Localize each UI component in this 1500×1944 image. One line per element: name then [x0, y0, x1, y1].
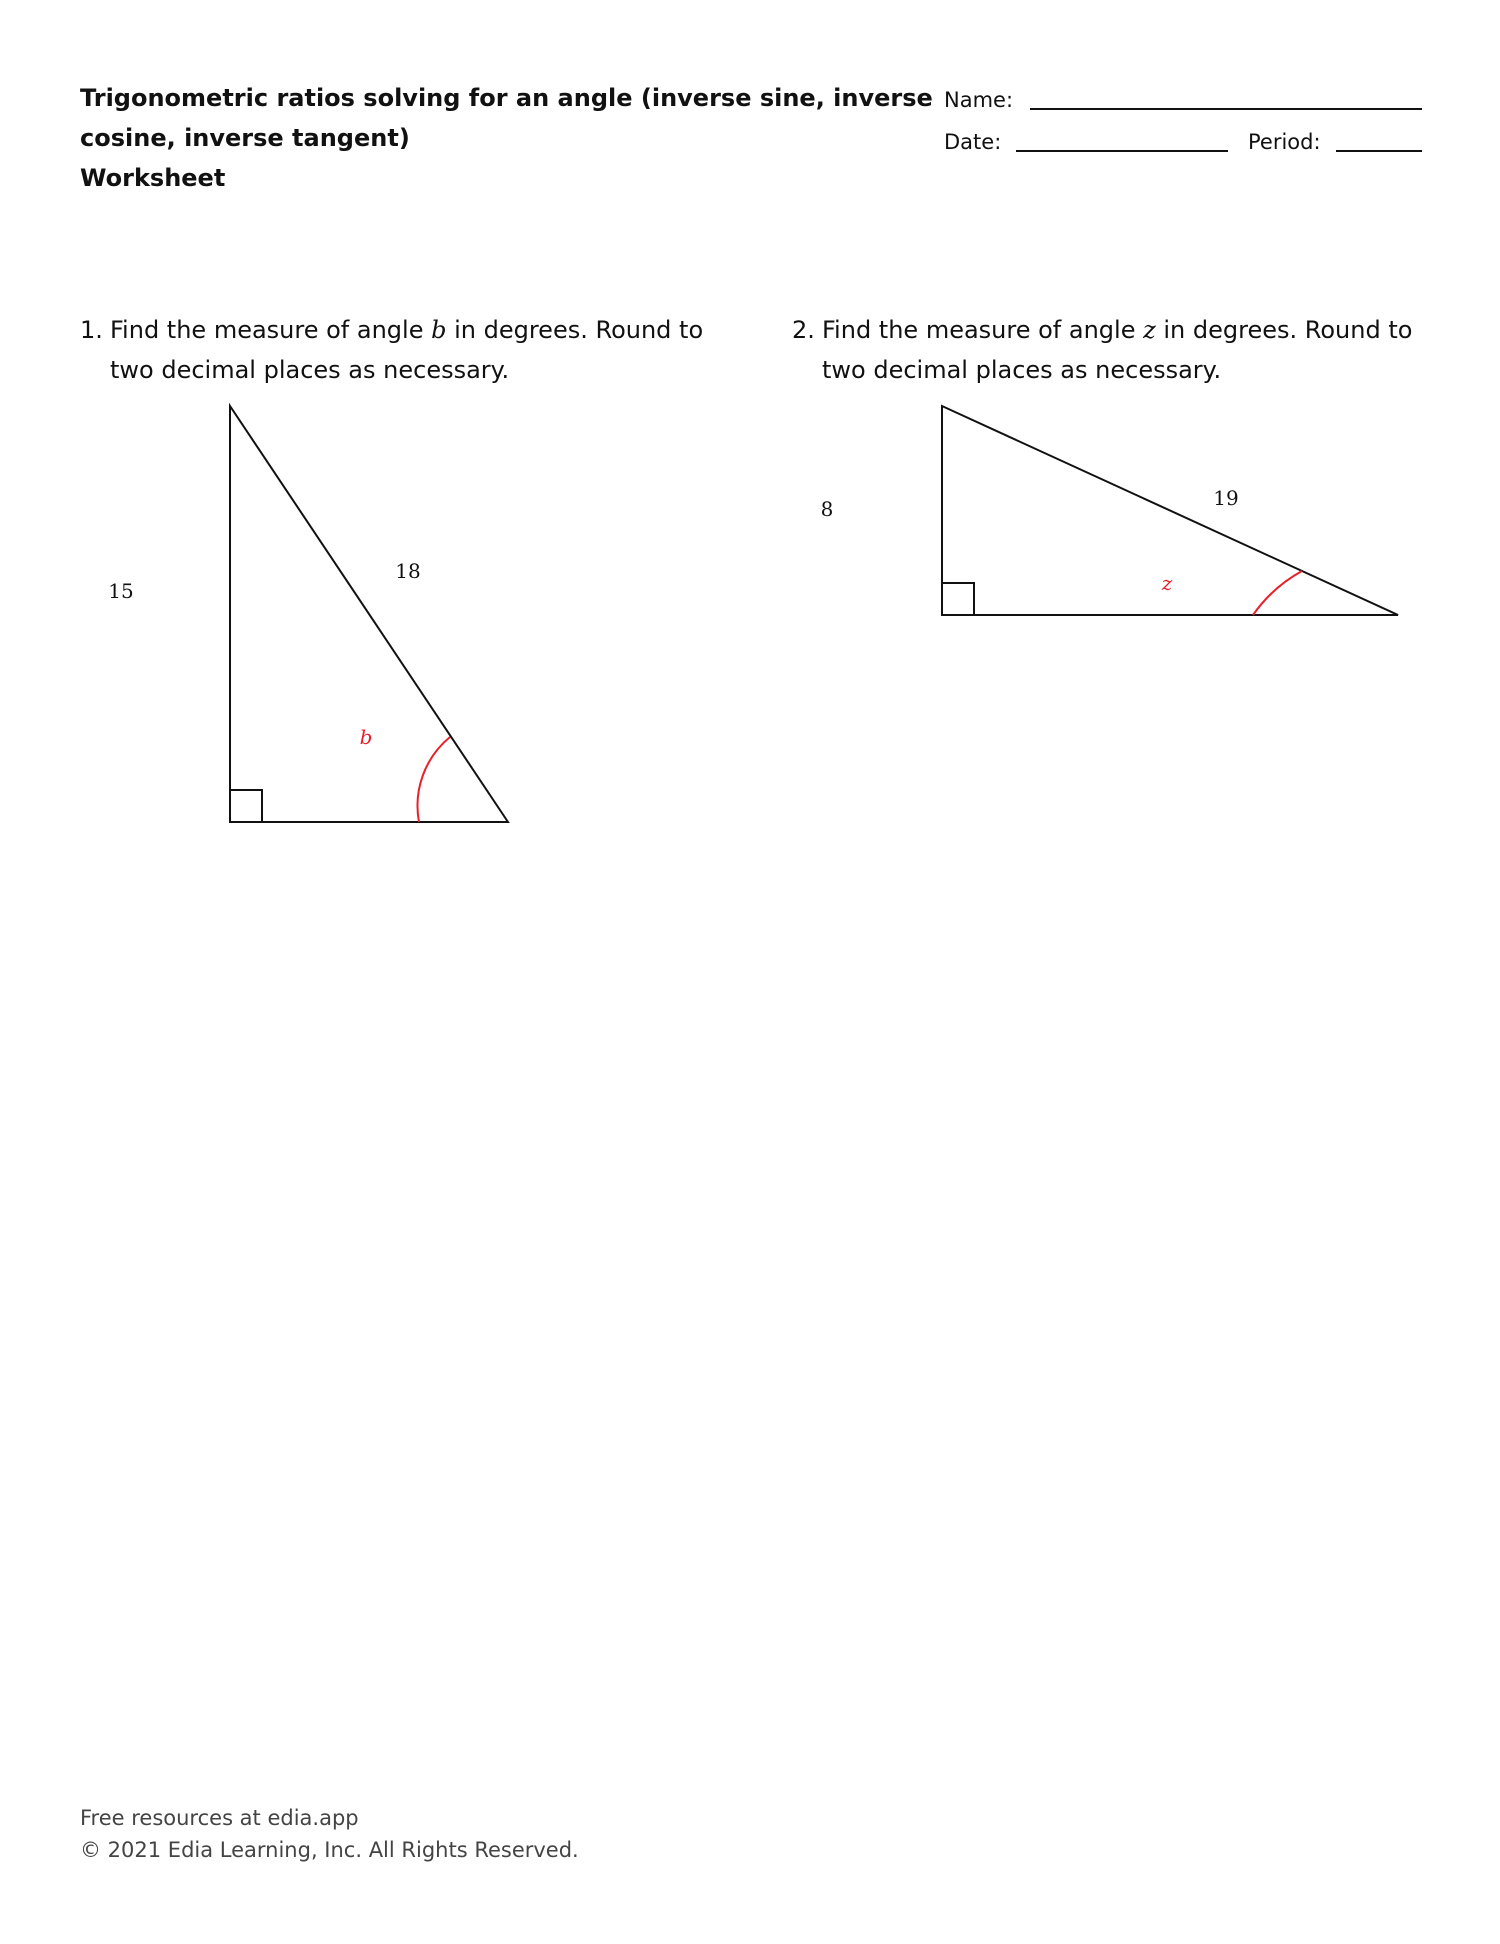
title-line-1: Trigonometric ratios solving for an angle (inverse sine, inverse [80, 84, 933, 112]
angle-arc [1253, 571, 1302, 615]
title-line-2: cosine, inverse tangent) [80, 124, 410, 152]
page-footer [80, 1802, 579, 1866]
angle-label: b [359, 725, 373, 749]
name-label: Name: [944, 88, 1014, 112]
prompt-text-end: in degrees. Round to [1155, 316, 1413, 344]
problem-number: 1. [80, 316, 103, 344]
prompt-text-start: Find the measure of angle [822, 316, 1144, 344]
footer-copyright: © 2021 Edia Learning, Inc. All Rights Reserved. [80, 1838, 579, 1862]
side-label-vertical: 8 [820, 497, 834, 521]
date-label: Date: [944, 130, 1002, 154]
angle-variable: z [1143, 316, 1156, 344]
title-line-3: Worksheet [80, 164, 226, 192]
side-label-hypotenuse: 19 [1213, 486, 1239, 510]
prompt-text-start: Find the measure of angle [110, 316, 432, 344]
footer-resources: Free resources at edia.app [80, 1806, 359, 1830]
prompt-text-end: in degrees. Round to [446, 316, 704, 344]
prompt-text-line-2: two decimal places as necessary. [822, 356, 1222, 384]
prompt-text-line-2: two decimal places as necessary. [110, 356, 510, 384]
side-label-vertical: 15 [108, 579, 134, 603]
right-angle-marker [942, 583, 974, 615]
period-label: Period: [1248, 130, 1321, 154]
angle-label: z [1161, 571, 1173, 595]
problem-number: 2. [792, 316, 815, 344]
side-label-hypotenuse: 18 [395, 559, 421, 583]
angle-variable: b [431, 316, 447, 344]
triangle-diagram-2 [0, 0, 1500, 900]
